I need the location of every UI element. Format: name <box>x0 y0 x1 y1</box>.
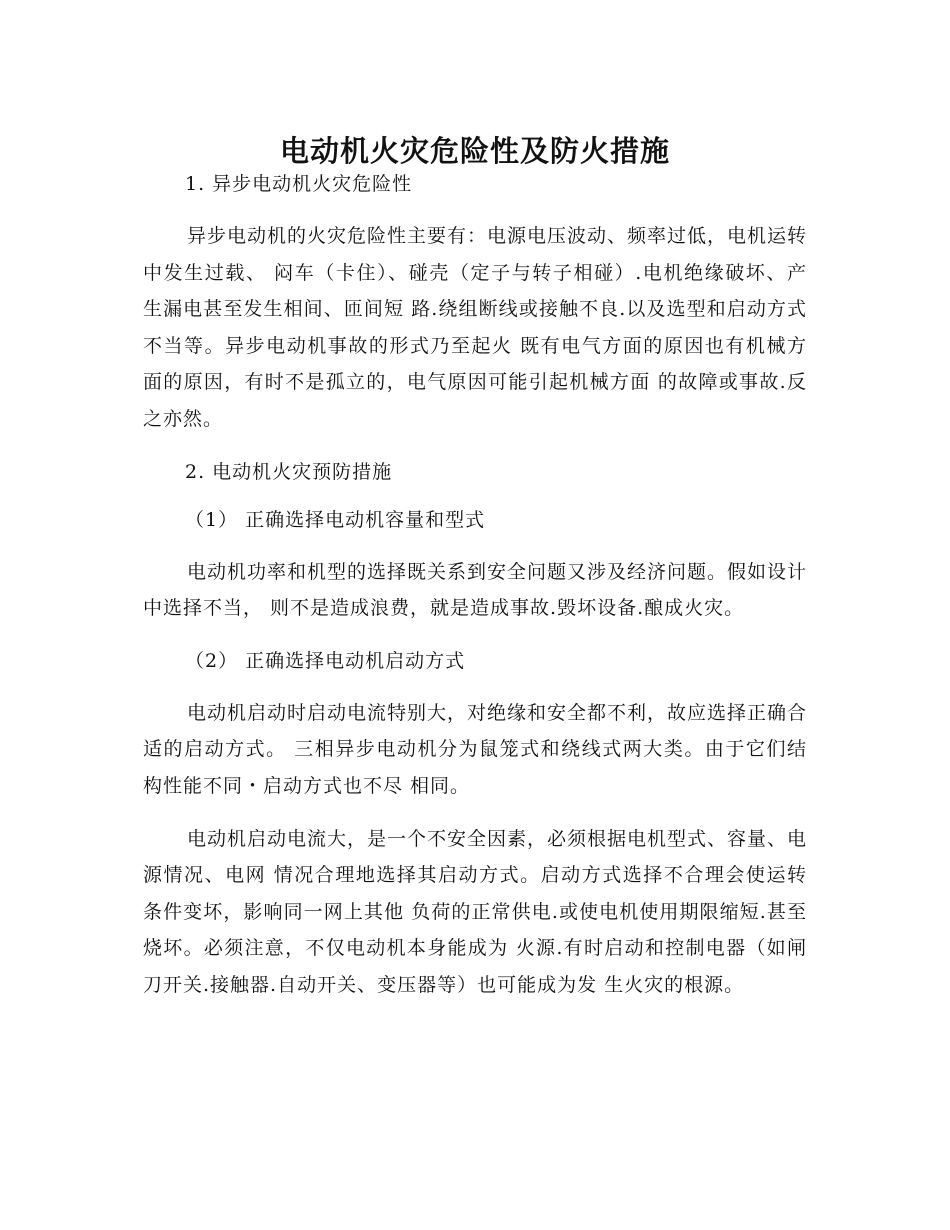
document-title: 电动机火灾危险性及防火措施 <box>279 134 670 169</box>
section-2-2-paragraph-2: 电动机启动电流大，是一个不安全因素，必须根据电机型式、容量、电源情况、电网 情况合理地选择其启动方式。启动方式选择不合理会使运转条件变坏，影响同一网上其他 负荷的正常供电.或使电机使用期限缩短.甚至烧坏。必须注意，不仅电动机本身能成为 火源.有时启动和控制电器（如闸刀开关.接触器.自动开关、变压器等）也可能成为发 生火灾的根源。 <box>143 827 808 996</box>
section-2-heading: 2. 电动机火灾预防措施 <box>185 460 393 483</box>
section-2-2-paragraph-1: 电动机启动时启动电流特别大，对绝缘和安全都不利，故应选择正确合适的启动方式。 三相异步电动机分为鼠笼式和绕线式两大类。由于它们结构性能不同・启动方式也不尽 相同。 <box>143 701 808 797</box>
section-2-1-heading: （1） 正确选择电动机容量和型式 <box>185 508 486 531</box>
section-1-paragraph: 异步电动机的火灾危险性主要有：电源电压波动、频率过低，电机运转中发生过载、 闷车（卡住）、碰壳（定子与转子相碰）.电机绝缘破坏、产生漏电甚至发生相间、匝间短 路.绕组断线或接触不良.以及选型和启动方式不当等。异步电动机事故的形式乃至起火 既有电气方面的原因也有机械方面的原因，有时不是孤立的，电气原因可能引起机械方面 的故障或事故.反之亦然。 <box>143 225 808 430</box>
section-1-heading: 1. 异步电动机火灾危险性 <box>185 173 413 195</box>
section-2-1-paragraph: 电动机功率和机型的选择既关系到安全问题又涉及经济问题。假如设计中选择不当， 则不是造成浪费，就是造成事故.毁坏设备.酿成火灾。 <box>143 560 808 620</box>
document-body <box>143 166 807 1004</box>
section-2-2-heading: （2） 正确选择电动机启动方式 <box>185 649 466 672</box>
